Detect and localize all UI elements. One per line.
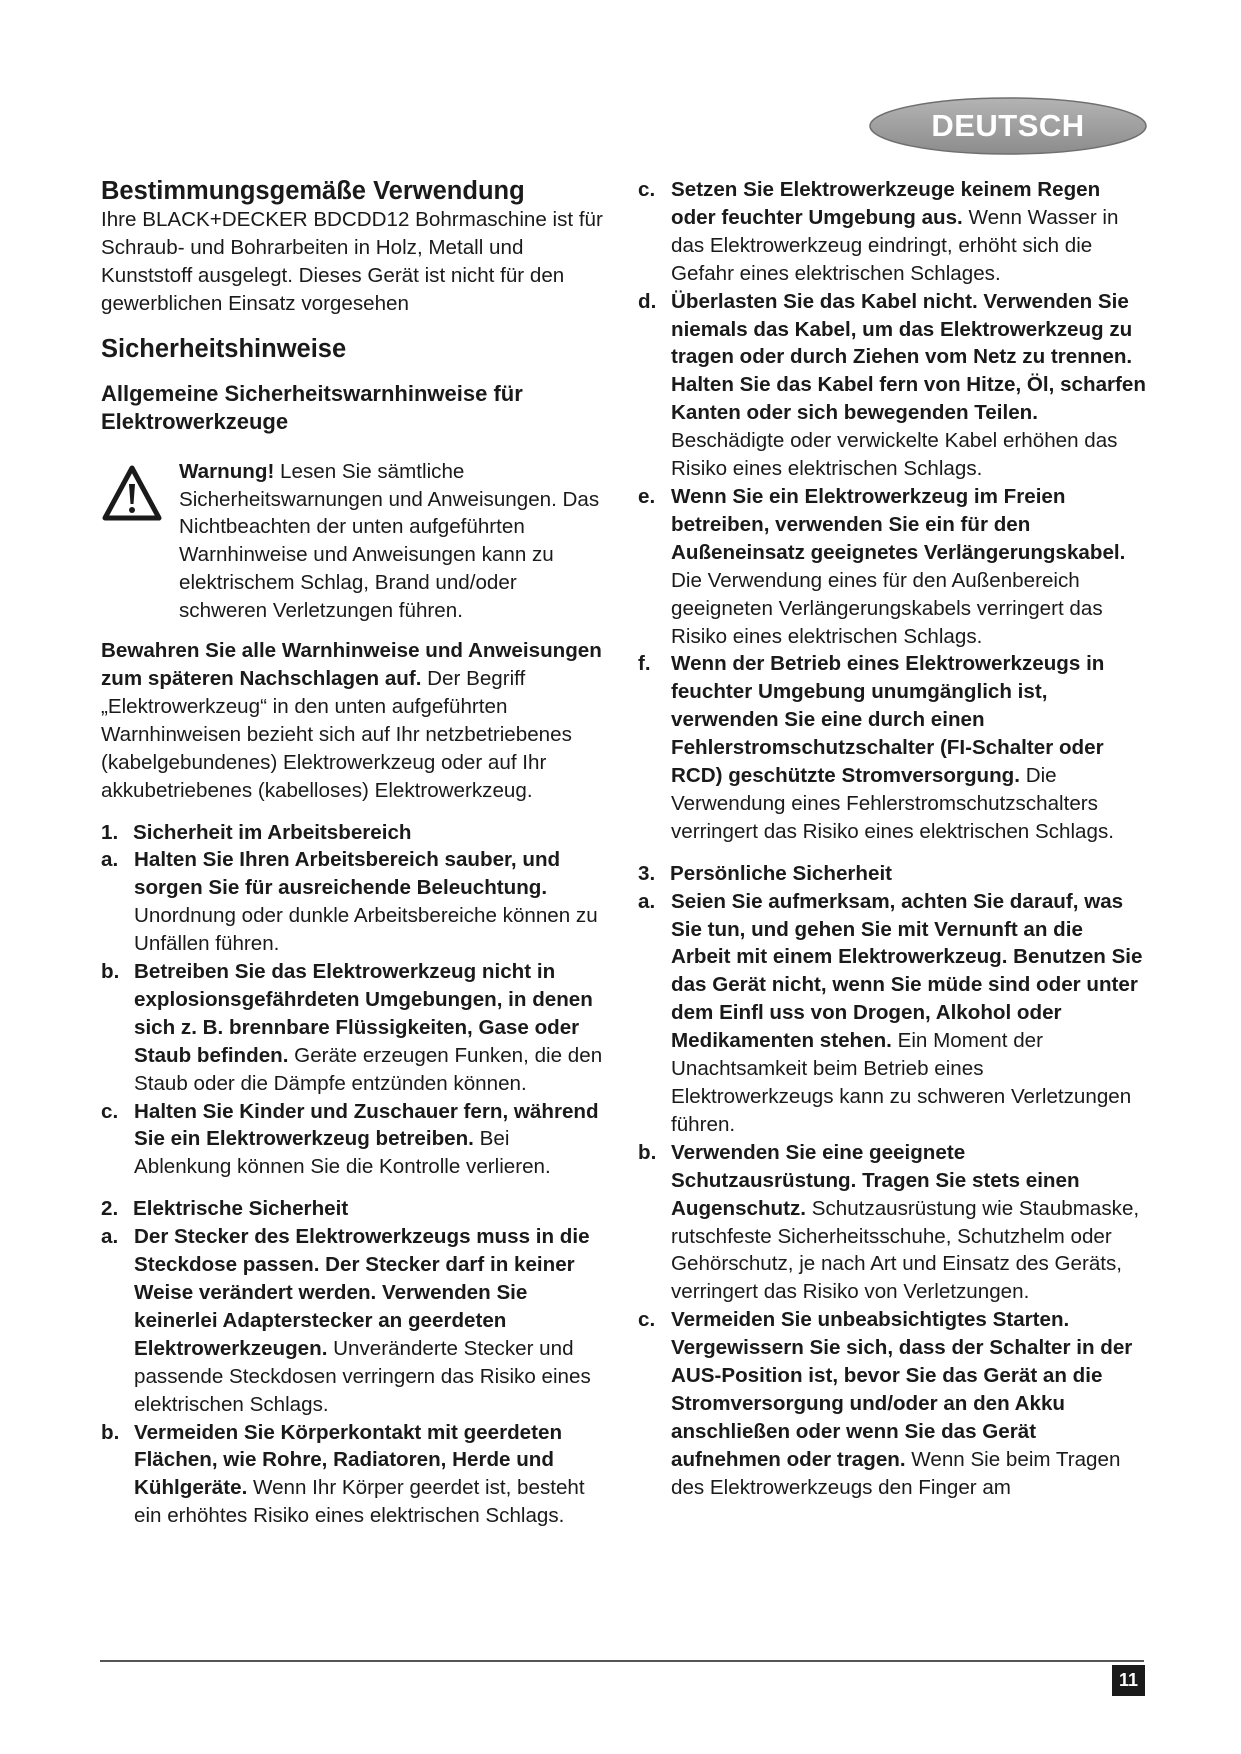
general-warnings-heading: Allgemeine Sicherheitswarnhinweise für Elektrowerkzeuge (101, 380, 523, 434)
left-column (101, 176, 609, 1530)
safety-heading: Sicherheitshinweise (101, 334, 347, 363)
intended-use-text: Ihre BLACK+DECKER BDCDD12 Bohrmaschine ist für Schraub- und Bohrarbeiten in Holz, Metall und Kunststoff ausgelegt. Dieses Gerät ist nicht für den gewerblichen Einsatz vorgesehen (101, 208, 603, 315)
list-item: a. Halten Sie Ihren Arbeitsbereich sauber, und sorgen Sie für ausreichende Beleuchtung. Unordnung oder dunkle Arbeitsbereiche können zu Unfällen führen. (101, 848, 598, 956)
section-title-intended-use: Bestimmungsgemäße Verwendung (101, 177, 525, 205)
list-item: a. Seien Sie aufmerksam, achten Sie darauf, was Sie tun, und gehen Sie mit Vernunft an die Arbeit mit einem Elektrowerkzeug. Benutzen Sie das Gerät nicht, wenn Sie müde sind oder unter dem Einfl uss von Drogen, Alkohol oder Medikamenten stehen. Ein Moment der Unachtsamkeit beim Betrieb eines Elektrowerkzeugs kann zu schweren Verletzungen führen. (638, 889, 1143, 1136)
page-number: 11 (1112, 1665, 1145, 1696)
list-item: c. Vermeiden Sie unbeabsichtigtes Starten. Vergewissern Sie sich, dass der Schalter in der AUS-Position ist, bevor Sie das Gerät an die Stromversorgung und/oder an den Akku anschließen oder wenn Sie das Gerät aufnehmen oder tragen. Wenn Sie beim Tragen des Elektrowerkzeugs den Finger am (638, 1308, 1133, 1499)
list-item: c. Setzen Sie Elektrowerkzeuge keinem Regen oder feuchter Umgebung aus. Wenn Wasser in das Elektrowerkzeug eindringt, erhöht sich die Gefahr eines elektrischen Schlages. (638, 178, 1119, 285)
warning-block (101, 458, 609, 625)
section-heading-electrical-safety: 2. Elektrische Sicherheit (101, 1197, 349, 1221)
language-tab (868, 96, 1148, 156)
keep-instructions-text: Bewahren Sie alle Warnhinweise und Anweisungen zum späteren Nachschlagen auf. Der Begriff „Elektrowerkzeug“ in den unten aufgeführten Warnhinweisen bezieht sich auf Ihr netzbetriebenes (kabelgebundenes) Elektrowerkzeug oder auf Ihr akkubetriebenes (kabelloses) Elektrowerkzeug. (101, 639, 602, 802)
right-column (638, 176, 1146, 1502)
list-item: c. Halten Sie Kinder und Zuschauer fern, während Sie ein Elektrowerkzeug betreiben. Bei Ablenkung können Sie die Kontrolle verlieren. (101, 1099, 599, 1179)
language-label: DEUTSCH (931, 108, 1085, 143)
list-item: f. Wenn der Betrieb eines Elektrowerkzeugs in feuchter Umgebung unumgänglich ist, verwenden Sie eine durch einen Fehlerstromschutzschalter (FI-Schalter oder RCD) geschützte Stromversorgung. Die Verwendung eines Fehlerstromschutzschalters verringert das Risiko eines elektrischen Schlags. (638, 652, 1114, 843)
list-item: b. Betreiben Sie das Elektrowerkzeug nicht in explosionsgefährdeten Umgebungen, in denen sich z. B. brennbare Flüssigkeiten, Gase oder Staub befinden. Geräte erzeugen Funken, die den Staub oder die Dämpfe entzünden können. (101, 960, 603, 1095)
section-heading-personal-safety: 3. Persönliche Sicherheit (638, 861, 893, 885)
list-item: e. Wenn Sie ein Elektrowerkzeug im Freien betreiben, verwenden Sie ein für den Außeneinsatz geeignetes Verlängerungskabel. Die Verwendung eines für den Außenbereich geeigneten Verlängerungskabels verringert das Risiko eines elektrischen Schlags. (638, 484, 1126, 648)
list-item: b. Verwenden Sie eine geeignete Schutzausrüstung. Tragen Sie stets einen Augenschutz. Schutzausrüstung wie Staubmaske, rutschfeste Sicherheitsschuhe, Schutzhelm oder Gehörschutz, je nach Art und Einsatz des Geräts, verringert das Risiko von Verletzungen. (638, 1140, 1140, 1304)
footer-divider (100, 1660, 1144, 1662)
warning-text: Warnung! Lesen Sie sämtliche Sicherheitswarnungen und Anweisungen. Das Nichtbeachten der unten aufgeführten Warnhinweise und Anweisungen kann zu elektrischem Schlag, Brand und/oder schweren Verletzungen führen. (179, 459, 600, 623)
list-item: b. Vermeiden Sie Körperkontakt mit geerdeten Flächen, wie Rohre, Radiatoren, Herde und Kühlgeräte. Wenn Ihr Körper geerdet ist, besteht ein erhöhtes Risiko eines elektrischen Schlags. (101, 1420, 585, 1528)
list-item: a. Der Stecker des Elektrowerkzeugs muss in die Steckdose passen. Der Stecker darf in keiner Weise verändert werden. Verwenden Sie keinerlei Adapterstecker an geerdeten Elektrowerkzeugen. Unveränderte Stecker und passende Steckdosen verringern das Risiko eines elektrischen Schlags. (101, 1225, 591, 1416)
warning-triangle-icon (101, 458, 179, 625)
section-heading-work-area: 1. Sicherheit im Arbeitsbereich (101, 820, 412, 844)
list-item: d. Überlasten Sie das Kabel nicht. Verwenden Sie niemals das Kabel, um das Elektrowerkzeug zu tragen oder durch Ziehen vom Netz zu trennen. Halten Sie das Kabel fern von Hitze, Öl, scharfen Kanten oder sich bewegenden Teilen. Beschädigte oder verwickelte Kabel erhöhen das Risiko eines elektrischen Schlags. (638, 289, 1146, 481)
